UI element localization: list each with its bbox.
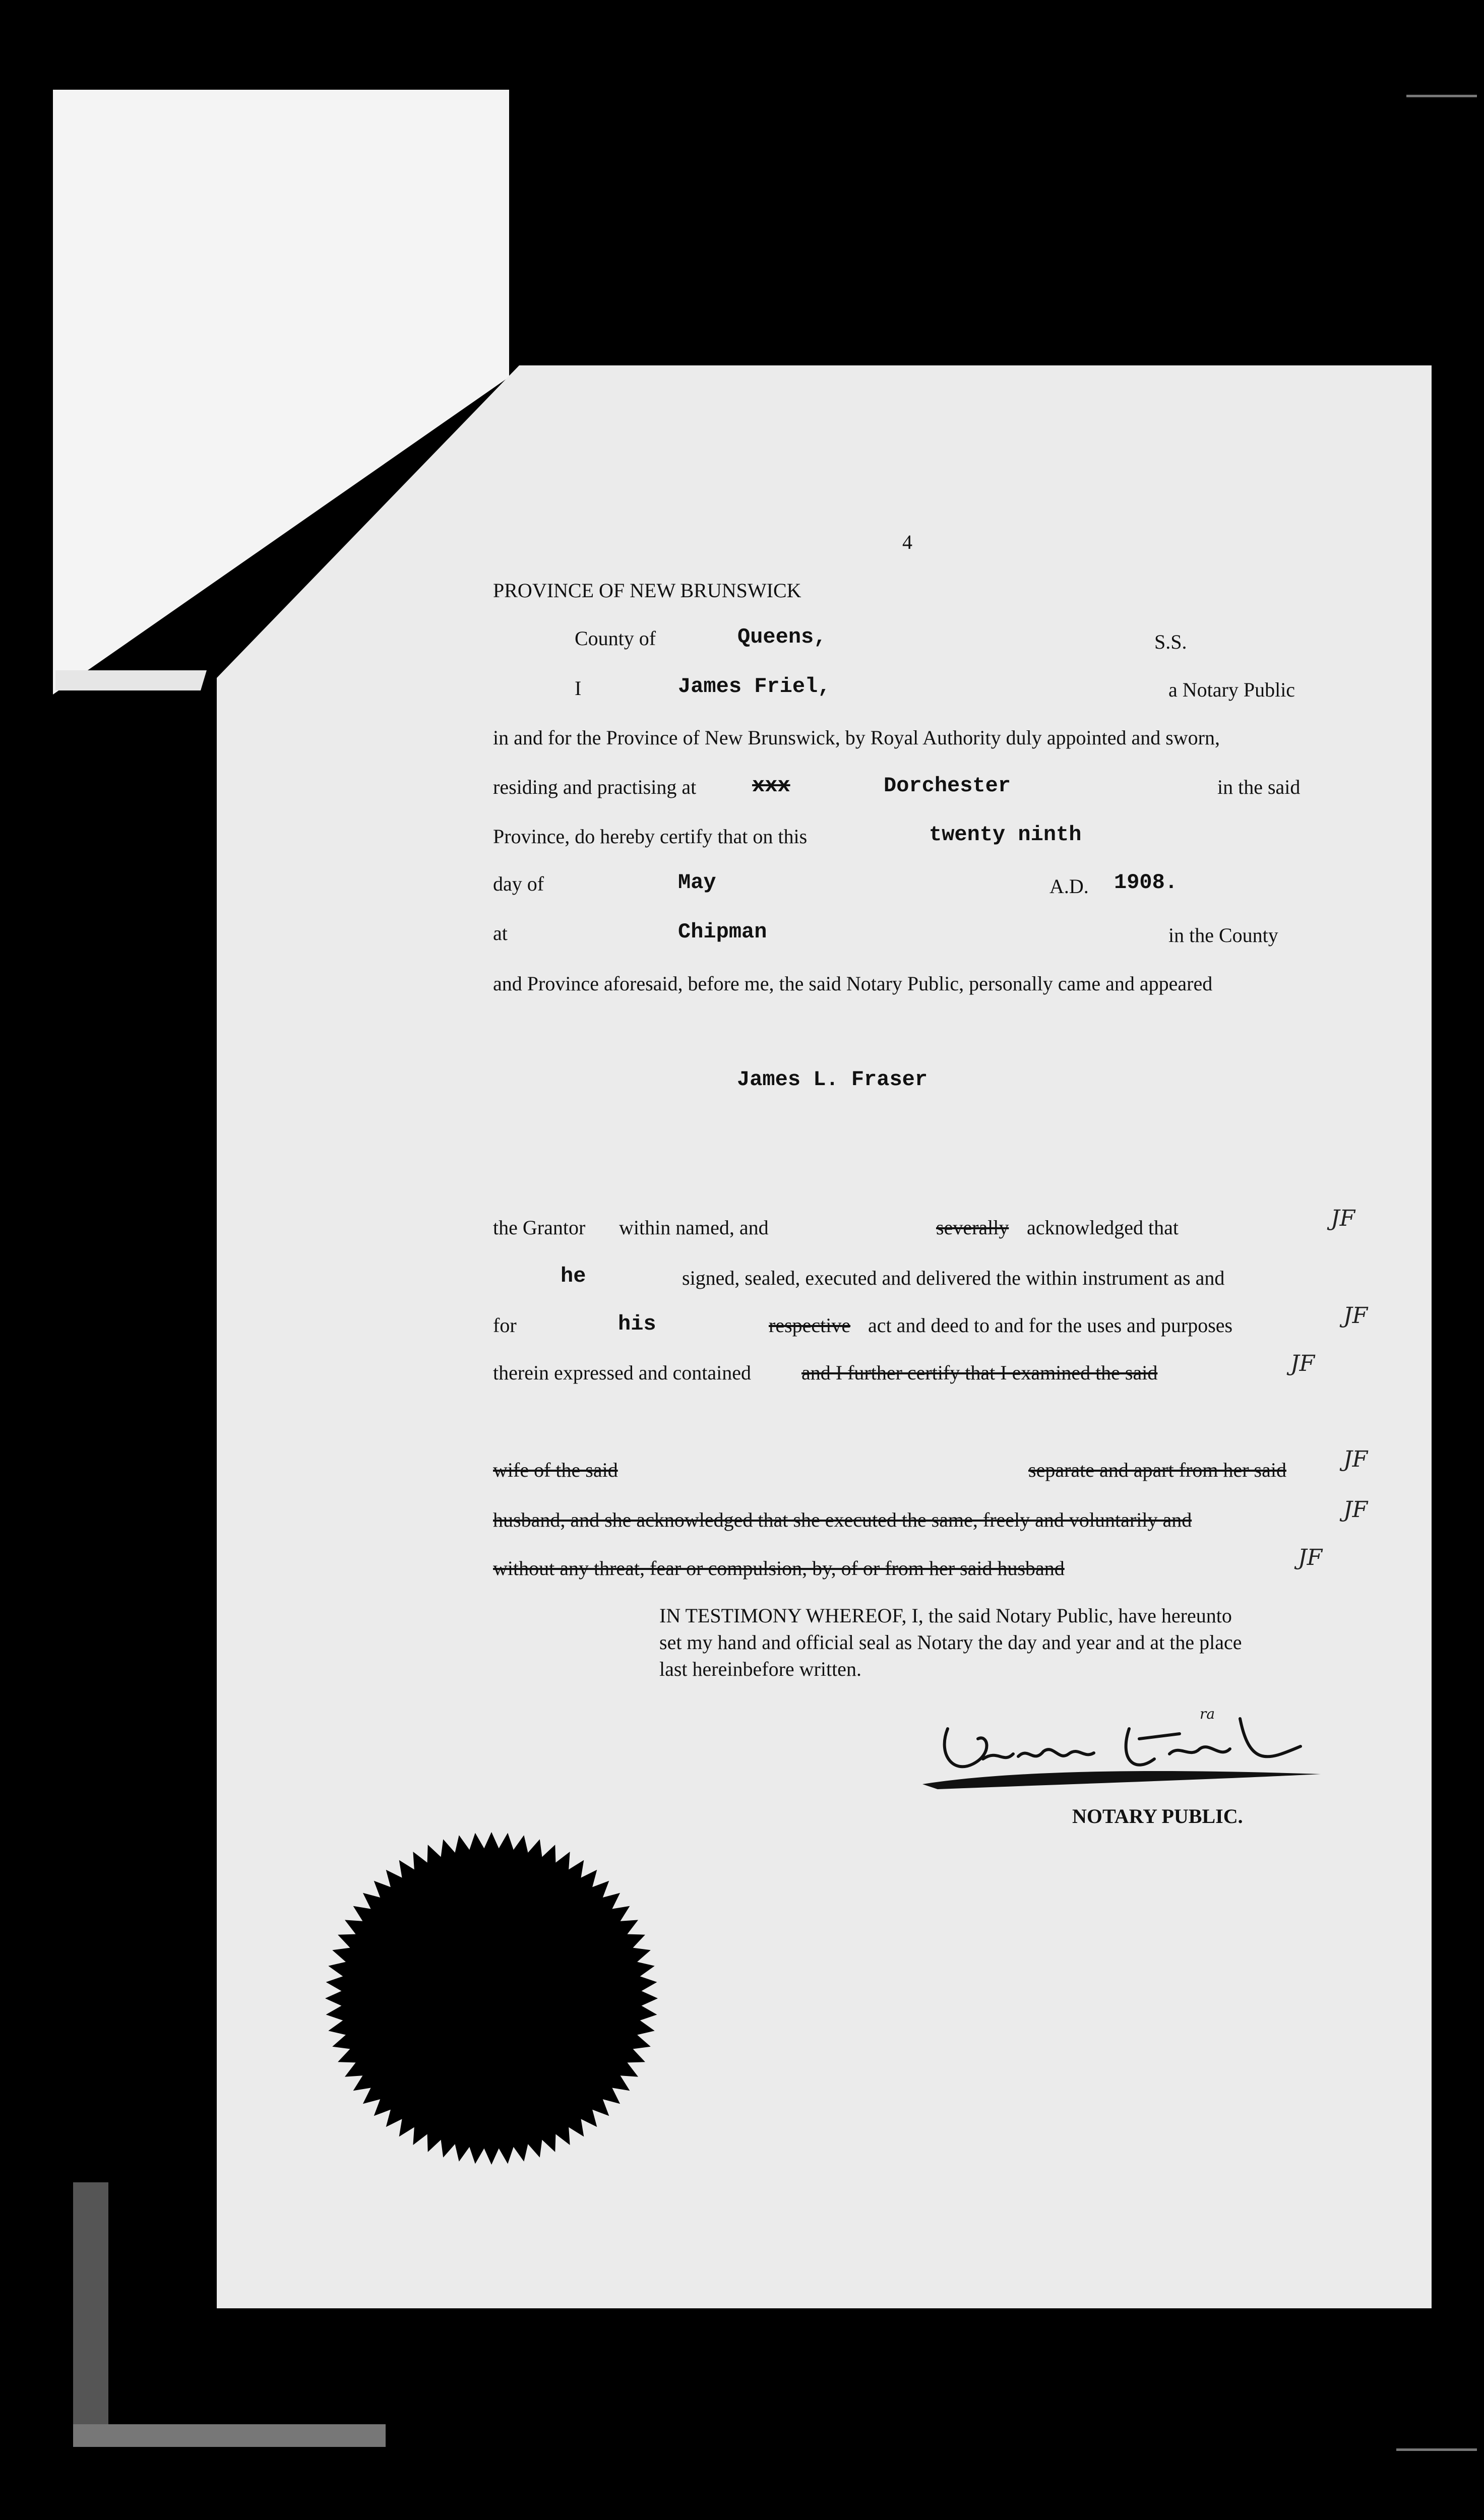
residing-place: Dorchester <box>884 774 1011 798</box>
initials-mark: JF <box>1298 1545 1323 1570</box>
residing-struck: xxx <box>752 774 790 798</box>
ad-label: A.D. <box>1049 875 1089 898</box>
county-label: County of <box>575 627 656 650</box>
for-pronoun: his <box>618 1312 656 1336</box>
residing-suffix: in the said <box>1217 776 1301 798</box>
scan-edge-bottom-right <box>1396 2448 1477 2451</box>
notary-pronoun: I <box>575 677 582 700</box>
paper-edge-bottom <box>73 2424 386 2447</box>
initials-mark: JF <box>1290 1351 1315 1376</box>
initials-mark: JF <box>1343 1497 1368 1523</box>
at-label: at <box>493 922 508 944</box>
initials-mark: JF <box>1343 1303 1368 1329</box>
back-page-edge <box>55 670 207 690</box>
ss-label: S.S. <box>1154 631 1187 653</box>
severally-struck: severally <box>936 1216 1009 1239</box>
notary-public-label: NOTARY PUBLIC. <box>1072 1805 1243 1828</box>
authority-line: in and for the Province of New Brunswick, by Royal Authority duly appointed and sworn, <box>493 726 1220 749</box>
certify-label: Province, do hereby certify that on this <box>493 825 808 848</box>
at-place: Chipman <box>678 920 767 944</box>
separate-struck: separate and apart from her said <box>1028 1459 1286 1481</box>
notary-name: James Friel, <box>678 674 831 699</box>
svg-text:ra: ra <box>1200 1706 1215 1722</box>
month-value: May <box>678 870 716 895</box>
therein-struck: and I further certify that I examined the said <box>801 1361 1158 1384</box>
husband-struck: husband, and she acknowledged that she executed the same, freely and voluntarily and <box>493 1508 1192 1531</box>
signed-text: signed, sealed, executed and delivered the within instrument as and <box>682 1267 1225 1289</box>
testimony-line-3: last hereinbefore written. <box>659 1658 861 1680</box>
grantor-text-b: within named, and <box>619 1216 769 1239</box>
province-heading: PROVINCE OF NEW BRUNSWICK <box>493 579 801 602</box>
at-suffix: in the County <box>1168 924 1278 947</box>
for-label: for <box>493 1314 517 1337</box>
testimony-line-1: IN TESTIMONY WHEREOF, I, the said Notary Public, have hereunto <box>659 1604 1232 1627</box>
appeared-line: and Province aforesaid, before me, the said Notary Public, personally came and appeared <box>493 972 1213 995</box>
initials-mark: JF <box>1331 1206 1355 1231</box>
county-value: Queens, <box>737 625 827 649</box>
grantor-name: James L. Fraser <box>737 1067 928 1092</box>
residing-label: residing and practising at <box>493 776 697 798</box>
grantor-text-c: acknowledged that <box>1027 1216 1179 1239</box>
grantor-text-a: the Grantor <box>493 1216 586 1239</box>
therein-text: therein expressed and contained <box>493 1361 752 1384</box>
for-text: act and deed to and for the uses and purposes <box>868 1314 1233 1337</box>
testimony-line-2: set my hand and official seal as Notary the day and year and at the place <box>659 1631 1242 1654</box>
respective-struck: respective <box>769 1314 851 1337</box>
without-struck: without any threat, fear or compulsion, by, of or from her said husband <box>493 1557 1065 1580</box>
signed-pronoun: he <box>561 1264 586 1288</box>
notary-role: a Notary Public <box>1168 678 1295 701</box>
year-value: 1908. <box>1114 870 1178 895</box>
page-number: 4 <box>902 531 912 553</box>
wife-struck: wife of the said <box>493 1459 618 1481</box>
day-label: day of <box>493 872 544 895</box>
scan-edge-top-right <box>1406 95 1477 97</box>
notary-signature <box>917 1698 1331 1804</box>
paper-edge-bottom-left <box>73 2182 108 2444</box>
initials-mark: JF <box>1343 1446 1368 1472</box>
certify-date: twenty ninth <box>929 823 1082 847</box>
notary-seal <box>323 1830 660 2167</box>
